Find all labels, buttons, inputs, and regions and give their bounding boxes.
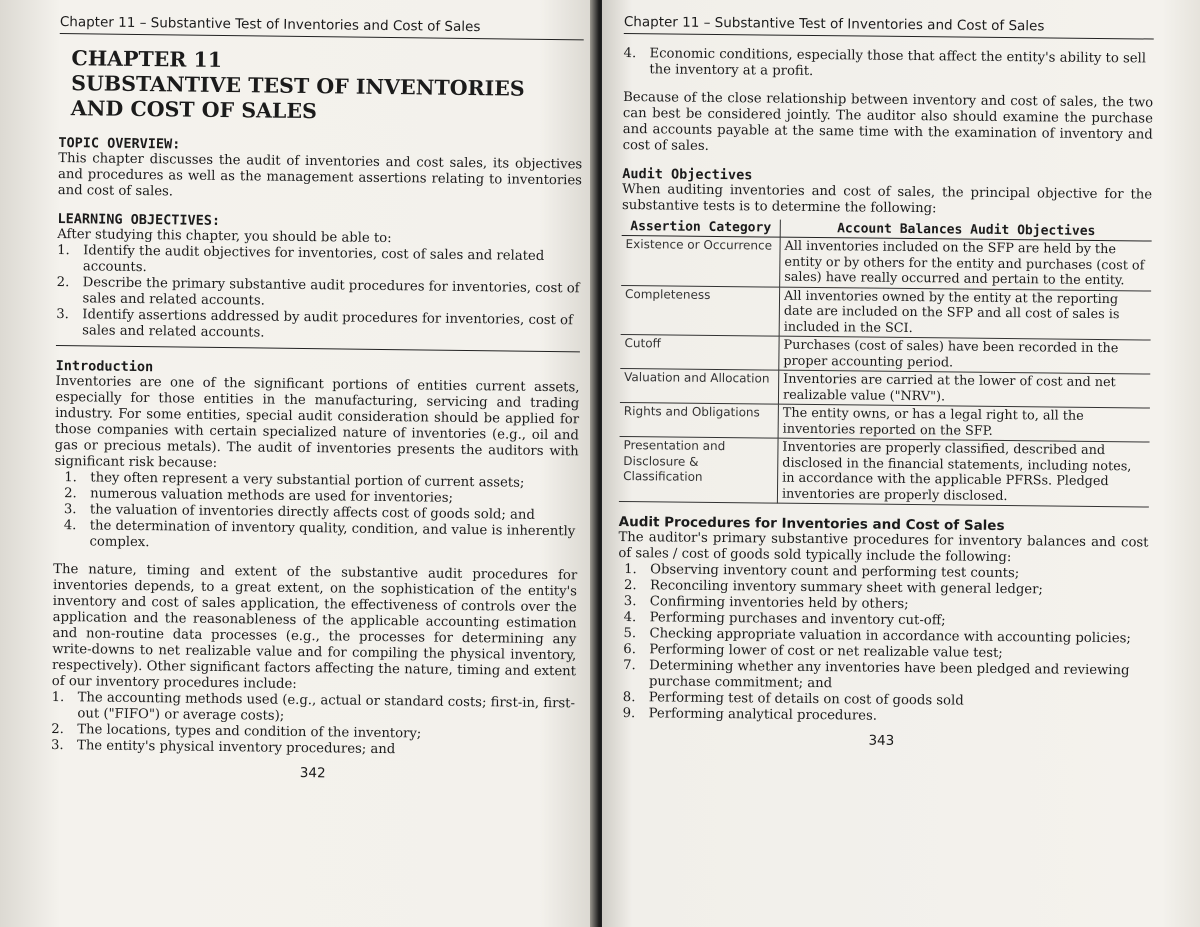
table-cell: The entity owns, or has a legal right to, all the inventories reported on the SFP. bbox=[778, 404, 1150, 442]
procedures-heading: Audit Procedures for Inventories and Cost of Sales bbox=[618, 513, 1005, 535]
audit-objectives-heading: Audit Objectives bbox=[622, 165, 753, 184]
item-text: Performing lower of cost or net realizable value test; bbox=[649, 642, 1003, 662]
item-number: 8. bbox=[622, 690, 636, 706]
item-text: The accounting methods used (e.g., actual or standard costs; first-in, first-out ("FIFO") or average costs); bbox=[77, 690, 576, 724]
item-text: Performing test of details on cost of goods sold bbox=[648, 690, 964, 709]
item-text: The entity's physical inventory procedures; and bbox=[76, 738, 396, 758]
learning-objectives-heading: LEARNING OBJECTIVES: bbox=[57, 210, 221, 229]
item-number: 5. bbox=[623, 626, 637, 642]
item-text: Observing inventory count and performing test counts; bbox=[650, 562, 1020, 582]
right-page-content bbox=[616, 14, 1154, 752]
item-number: 2. bbox=[56, 274, 70, 291]
page-number-right: 343 bbox=[868, 732, 895, 749]
item-number: 7. bbox=[623, 658, 636, 674]
item-number: 3. bbox=[56, 306, 70, 323]
nature-section bbox=[51, 562, 577, 760]
item-number: 1. bbox=[57, 242, 70, 259]
item-text: Identify the audit objectives for inventories, cost of sales and related accounts. bbox=[82, 243, 545, 276]
continued-list bbox=[623, 46, 1153, 84]
item-number: 1. bbox=[64, 470, 78, 486]
table-row bbox=[620, 368, 1150, 408]
item-number: 6. bbox=[623, 642, 637, 658]
table-cell: Rights and Obligations bbox=[620, 402, 779, 438]
risk-reasons-list bbox=[53, 470, 578, 556]
introduction-text: Inventories are one of the significant portions of entities current assets, especially for those entities in the manufacturing, servicing and trading industry. For some entities, special audit consideration should be applied for those companies with certain specialized nature of inventories (e.g., oil and gas or precious metals). The audit of inventories presents the auditors with significant risk because: bbox=[54, 373, 580, 471]
left-page bbox=[0, 0, 598, 927]
table-cell: Presentation and Disclosure & Classification bbox=[619, 436, 778, 503]
list-item bbox=[623, 46, 1153, 84]
table-row bbox=[621, 285, 1151, 340]
chapter-title: SUBSTANTIVE TEST OF INVENTORIES AND COST OF SALES bbox=[70, 71, 525, 124]
table-cell: Inventories are properly classified, described and disclosed in the financial statements, including notes, in accordance with the applicable PFRSs. Pledged inventories are properly disclosed. bbox=[777, 438, 1149, 507]
item-text: Checking appropriate valuation in accordance with accounting policies; bbox=[649, 626, 1131, 647]
chapter-heading bbox=[71, 46, 584, 127]
procedures-intro: The auditor's primary substantive procedures for inventory balances and cost of sales / cost of goods sold typically include the following: bbox=[618, 529, 1149, 566]
item-text: the determination of inventory quality, condition, and value is inherently complex. bbox=[89, 518, 576, 551]
table-cell: Purchases (cost of sales) have been recorded in the proper accounting period. bbox=[779, 336, 1151, 374]
item-number: 3. bbox=[63, 502, 77, 518]
topic-overview-heading: TOPIC OVERVIEW: bbox=[58, 134, 181, 153]
item-text: Confirming inventories held by others; bbox=[649, 594, 909, 613]
item-text: Economic conditions, especially those that affect the entity's ability to sell the inventory at a profit. bbox=[649, 46, 1147, 79]
audit-objectives-intro: When auditing inventories and cost of sales, the principal objective for the substantive tests is to determine the following: bbox=[621, 181, 1153, 217]
item-number: 3. bbox=[50, 737, 64, 754]
item-number: 4. bbox=[623, 610, 637, 626]
item-number: 3. bbox=[623, 594, 637, 610]
running-head-left: Chapter 11 – Substantive Test of Inventories and Cost of Sales bbox=[60, 14, 584, 40]
table-row bbox=[621, 235, 1151, 290]
item-text: they often represent a very substantial portion of current assets; bbox=[90, 470, 525, 491]
table-row bbox=[620, 334, 1150, 374]
item-text: the valuation of inventories directly affects cost of goods sold; and bbox=[89, 502, 535, 523]
item-number: 2. bbox=[64, 486, 77, 502]
factors-list bbox=[51, 690, 576, 760]
page-number-left: 342 bbox=[299, 764, 326, 782]
list-item bbox=[63, 518, 577, 556]
item-number: 2. bbox=[623, 578, 637, 594]
item-text: numerous valuation methods are used for inventories; bbox=[90, 486, 454, 506]
learning-objectives-intro: After studying this chapter, you should be able to: bbox=[57, 226, 392, 247]
relationship-text: Because of the close relationship between inventory and cost of sales, the two can best be considered jointly. The auditor also should examine the purchase and accounts payable at the same time with the examination of inventory and cost of sales. bbox=[622, 89, 1154, 154]
chapter-label: CHAPTER 11 bbox=[71, 46, 223, 72]
item-text: The locations, types and condition of the inventory; bbox=[77, 722, 422, 742]
table-cell: Completeness bbox=[621, 285, 780, 336]
introduction-heading: Introduction bbox=[55, 357, 154, 376]
table-cell: Valuation and Allocation bbox=[620, 368, 779, 404]
table-cell: Existence or Occurrence bbox=[621, 235, 780, 286]
table-cell: Cutoff bbox=[620, 334, 779, 370]
item-number: 1. bbox=[51, 689, 65, 706]
item-number: 4. bbox=[63, 518, 77, 534]
item-number: 9. bbox=[622, 706, 636, 722]
topic-overview-text: This chapter discusses the audit of inventories and cost sales, its objectives and procedures as well as the management assertions relating to inventories and cost of sales. bbox=[57, 150, 583, 200]
item-text: Performing purchases and inventory cut-off; bbox=[649, 610, 946, 629]
list-item bbox=[56, 307, 580, 345]
item-number: 4. bbox=[623, 45, 637, 62]
item-text: Reconciling inventory summary sheet with general ledger; bbox=[649, 578, 1043, 598]
column-header: Assertion Category bbox=[622, 218, 781, 237]
column-header: Account Balances Audit Objectives bbox=[780, 220, 1152, 241]
nature-text: The nature, timing and extent of the substantive audit procedures for inventories depends, to a great extent, on the sophistication of the entity's inventory and cost of sales application, the effectiveness of controls over the application and the reasonableness of the applicable accounting estimation and non-routine data processes (e.g., the processes for determining any write-downs to net realizable value and for compiling the physical inventory, respectively). Other significant factors affecting the nature, timing and extent of our inventory procedures include: bbox=[51, 561, 578, 692]
procedures-list bbox=[617, 562, 1149, 728]
table-row bbox=[620, 402, 1150, 442]
table-cell: Inventories are carried at the lower of cost and net realizable value ("NRV"). bbox=[778, 370, 1150, 408]
audit-objectives-section bbox=[619, 166, 1152, 508]
table-cell: All inventories owned by the entity at the reporting date are included on the SFP and all cost of sales is included in the SCI. bbox=[779, 287, 1151, 340]
procedures-section bbox=[617, 514, 1149, 728]
item-number: 1. bbox=[624, 562, 637, 578]
learning-objectives-list bbox=[56, 243, 581, 345]
introduction-section bbox=[53, 358, 579, 556]
item-text: Describe the primary substantive audit procedures for inventories, cost of sales and related accounts. bbox=[82, 275, 580, 309]
section-divider bbox=[56, 345, 580, 352]
item-number: 2. bbox=[51, 721, 64, 738]
audit-objectives-table bbox=[619, 218, 1152, 508]
topic-overview bbox=[58, 135, 583, 205]
table-row bbox=[619, 436, 1150, 507]
item-text: Determining whether any inventories have been pledged and reviewing purchase commitment; and bbox=[648, 658, 1130, 692]
learning-objectives bbox=[56, 211, 582, 345]
item-text: Performing analytical procedures. bbox=[648, 706, 878, 724]
right-page bbox=[602, 0, 1200, 927]
item-text: Identify assertions addressed by audit procedures for inventories, cost of sales and related accounts. bbox=[82, 307, 573, 341]
left-page-content bbox=[51, 14, 584, 784]
running-head-right: Chapter 11 – Substantive Test of Inventories and Cost of Sales bbox=[624, 14, 1154, 40]
table-cell: All inventories included on the SFP are held by the entity or by others for the entity and purchases (cost of sales) have really occurred and pertain to the entity. bbox=[780, 237, 1152, 290]
